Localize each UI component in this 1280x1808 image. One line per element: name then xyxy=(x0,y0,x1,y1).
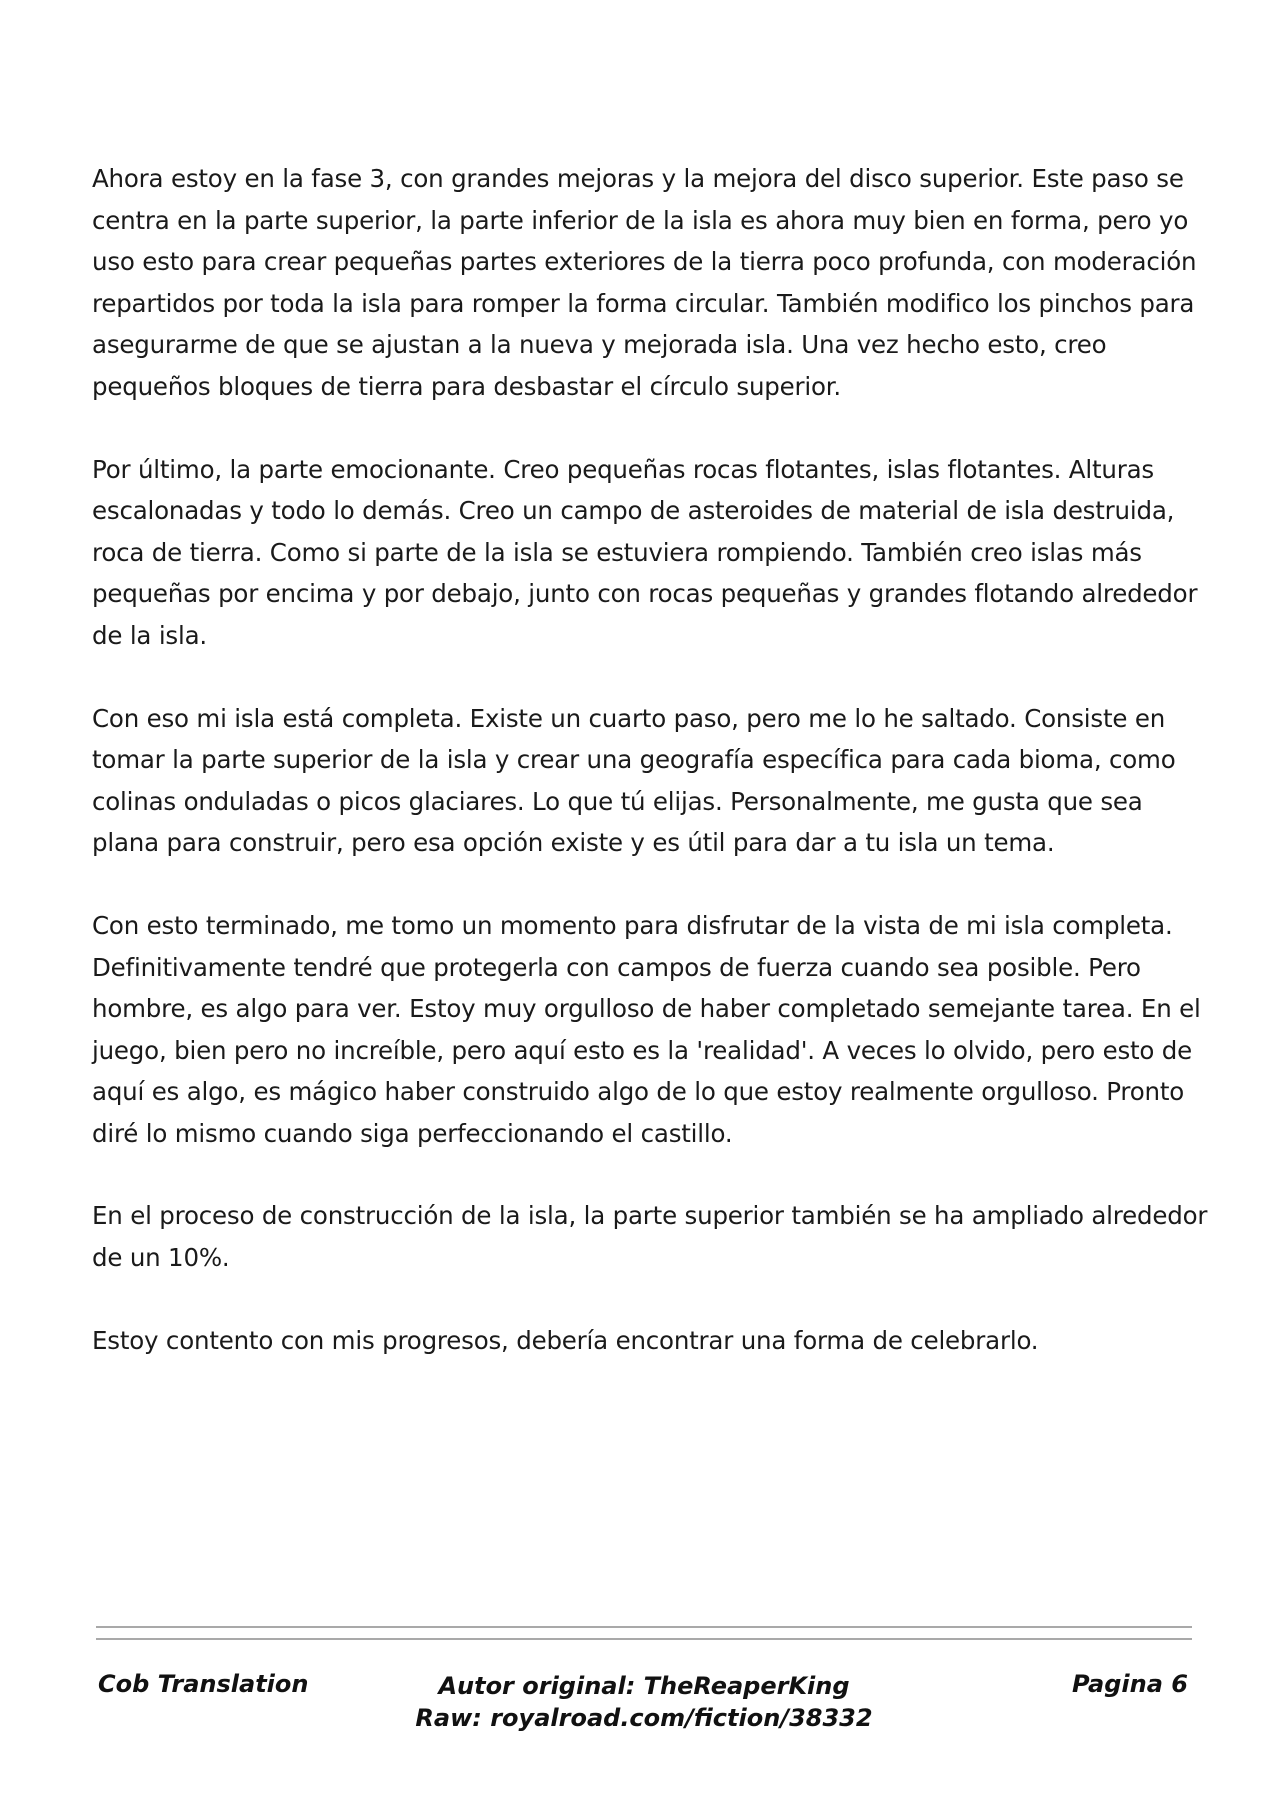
footer-credits xyxy=(96,1670,1192,1734)
footer-divider-top xyxy=(96,1626,1192,1628)
footer-translator: Cob Translation xyxy=(98,1670,309,1698)
paragraph: Por último, la parte emocionante. Creo pequeñas rocas flotantes, islas flotantes. Alturas escalonadas y todo lo demás. Creo un campo de asteroides de material de isla destruida, roca de tierra. Como si parte de la isla se estuviera rompiendo. También creo islas más pequeñas por encima y por debajo, junto con rocas pequeñas y grandes flotando alrededor de la isla. xyxy=(92,454,1198,650)
page-body xyxy=(92,158,1212,1402)
paragraph: Ahora estoy en la fase 3, con grandes mejoras y la mejora del disco superior. Este paso se centra en la parte superior, la parte inferior de la isla es ahora muy bien en forma, pero yo uso esto para crear pequeñas partes exteriores de la tierra poco profunda, con moderación repartidos por toda la isla para romper la forma circular. También modifico los pinchos para asegurarme de que se ajustan a la nueva y mejorada isla. Una vez hecho esto, creo pequeños bloques de tierra para desbastar el círculo superior. xyxy=(92,164,1197,401)
footer-raw-source: Raw: royalroad.com/fiction/38332 xyxy=(415,1704,873,1732)
paragraph: Con eso mi isla está completa. Existe un cuarto paso, pero me lo he saltado. Consiste en tomar la parte superior de la isla y crear una geografía específica para cada bioma, como colinas onduladas o picos glaciares. Lo que tú elijas. Personalmente, me gusta que sea plana para construir, pero esa opción existe y es útil para dar a tu isla un tema. xyxy=(92,703,1176,858)
paragraph: Estoy contento con mis progresos, debería encontrar una forma de celebrarlo. xyxy=(92,1325,1039,1355)
page-number: Pagina 6 xyxy=(1072,1670,1188,1698)
footer-divider-bottom xyxy=(96,1638,1192,1640)
footer-original-author: Autor original: TheReaperKing xyxy=(438,1672,850,1700)
page-footer xyxy=(96,1670,1192,1750)
paragraph: Con esto terminado, me tomo un momento para disfrutar de la vista de mi isla completa. Definitivamente tendré que protegerla con campos de fuerza cuando sea posible. Pero hombre, es algo para ver. Estoy muy orgulloso de haber completado semejante tarea. En el juego, bien pero no increíble, pero aquí esto es la 'realidad'. A veces lo olvido, pero esto de aquí es algo, es mágico haber construido algo de lo que estoy realmente orgulloso. Pronto diré lo mismo cuando siga perfeccionando el castillo. xyxy=(92,910,1201,1148)
paragraph: En el proceso de construcción de la isla, la parte superior también se ha ampliado alrededor de un 10%. xyxy=(92,1201,1208,1273)
